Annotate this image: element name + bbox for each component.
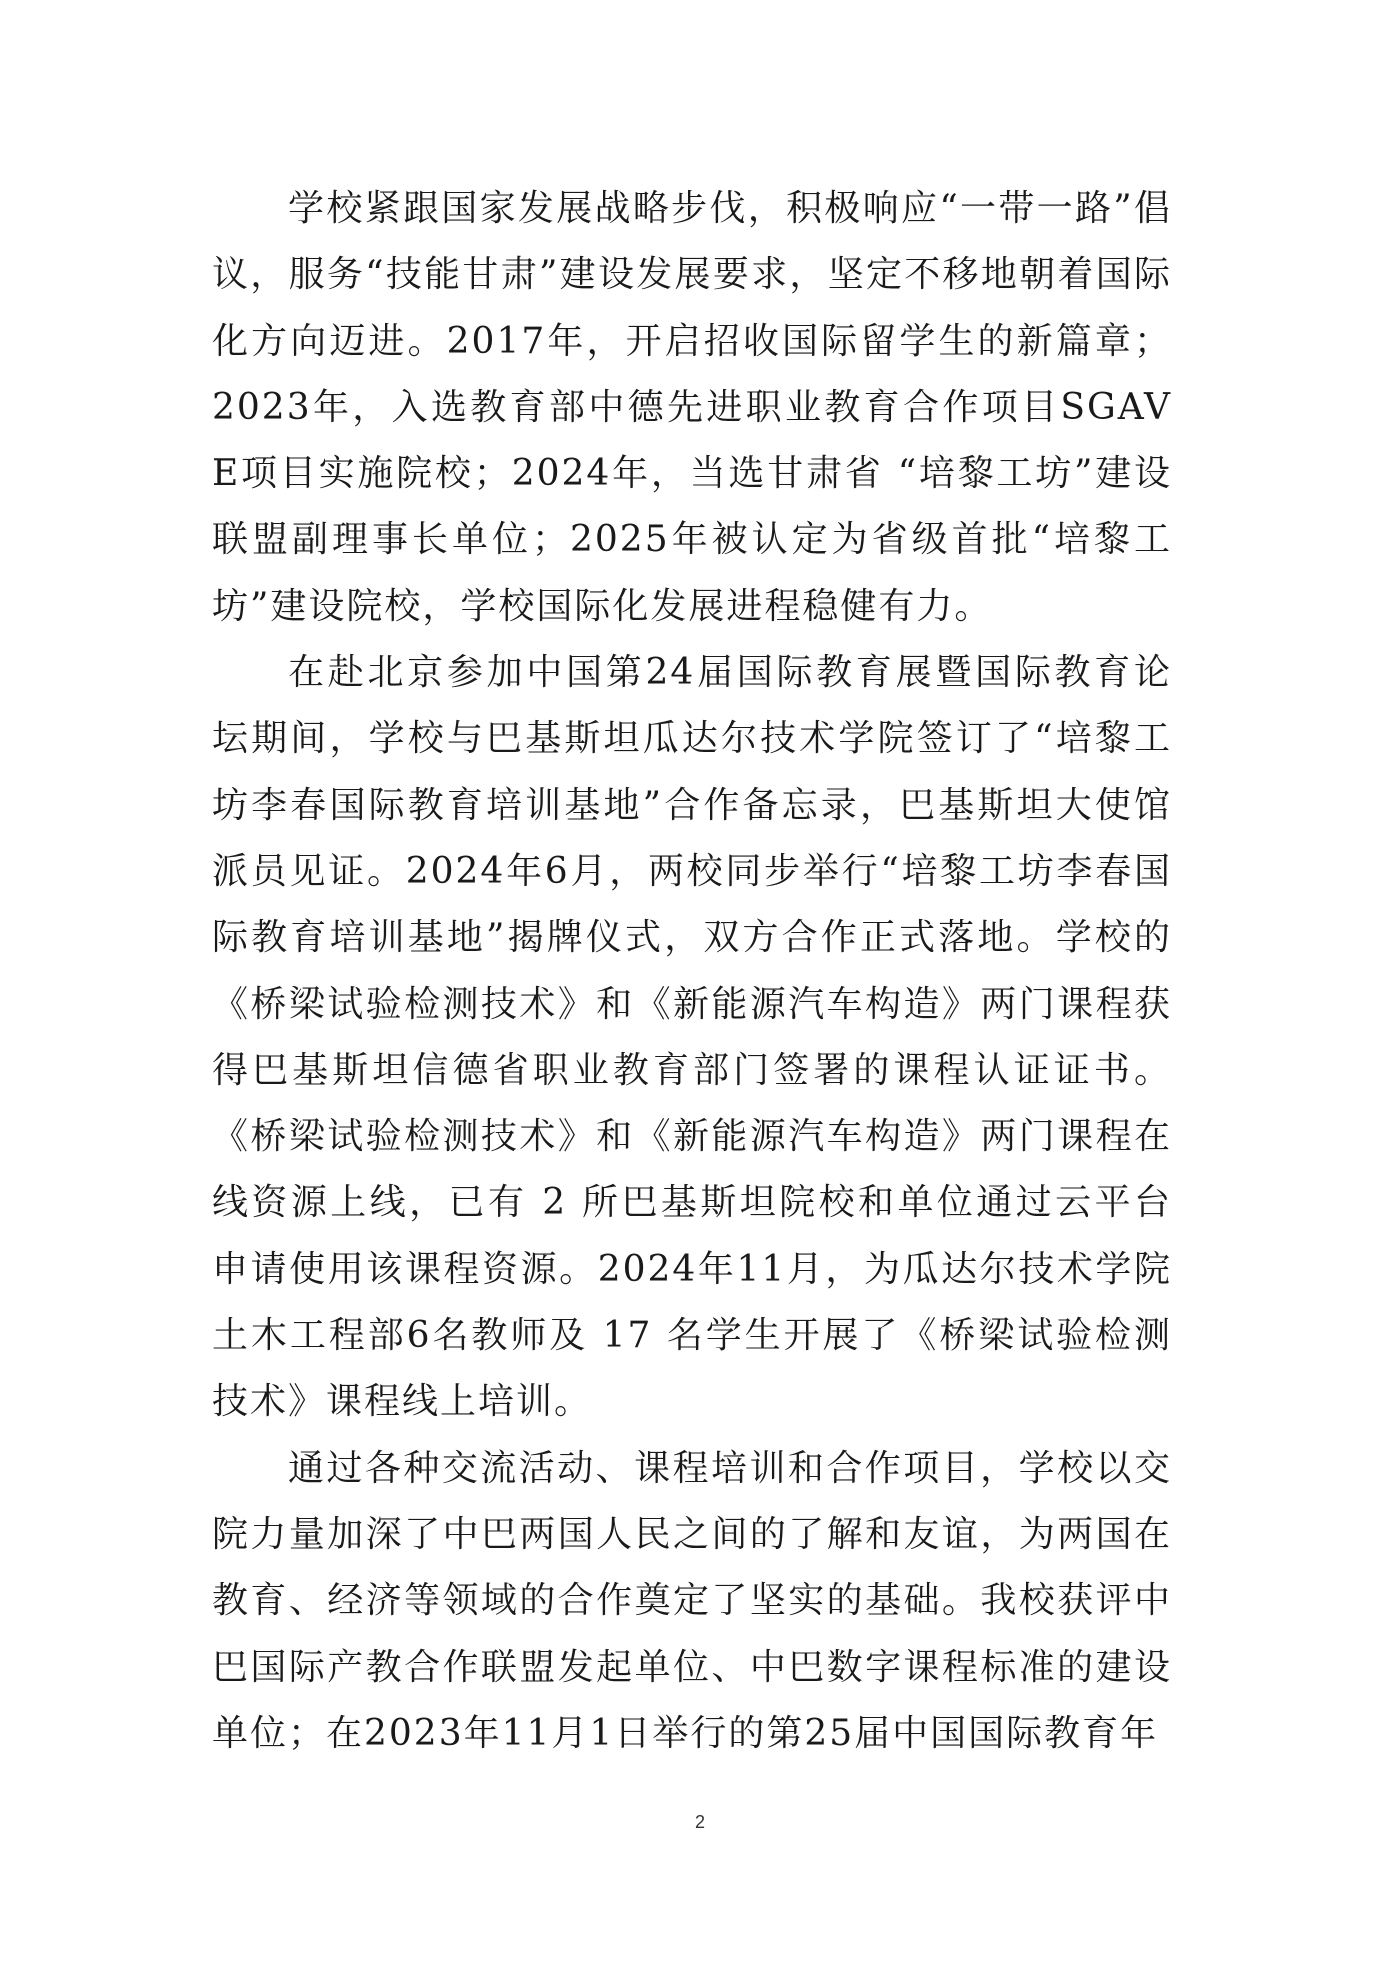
body-text: [212, 176, 1172, 1767]
paragraph-pakistan-cooperation: 在赴北京参加中国第24届国际教育展暨国际教育论坛期间，学校与巴基斯坦瓜达尔技术学院签订了“培黎工坊李春国际教育培训基地”合作备忘录，巴基斯坦大使馆派员见证。2024年6月，两校同步举行“培黎工坊李春国际教育培训基地”揭牌仪式，双方合作正式落地。学校的《桥梁试验检测技术》和《新能源汽车构造》两门课程获得巴基斯坦信德省职业教育部门签署的课程认证证书。《桥梁试验检测技术》和《新能源汽车构造》两门课程在线资源上线，已有 2 所巴基斯坦院校和单位通过云平台申请使用该课程资源。2024年11月，为瓜达尔技术学院土木工程部6名教师及 17 名学生开展了《桥梁试验检测技术》课程线上培训。: [212, 652, 1172, 1423]
paragraph-exchange-results: 通过各种交流活动、课程培训和合作项目，学校以交院力量加深了中巴两国人民之间的了解和友谊，为两国在教育、经济等领域的合作奠定了坚实的基础。我校获评中巴国际产教合作联盟发起单位、中巴数字课程标准的建设单位；在2023年11月1日举行的第25届中国国际教育年: [212, 1447, 1172, 1754]
page-number: 2: [694, 1812, 705, 1832]
paragraph-internationalization: 学校紧跟国家发展战略步伐，积极响应“一带一路”倡议，服务“技能甘肃”建设发展要求，坚定不移地朝着国际化方向迈进。2017年，开启招收国际留学生的新篇章；2023年，入选教育部中德先进职业教育合作项目SGAVE项目实施院校；2024年，当选甘肃省 “培黎工坊”建设联盟副理事长单位；2025年被认定为省级首批“培黎工坊”建设院校，学校国际化发展进程稳健有力。: [212, 188, 1172, 627]
